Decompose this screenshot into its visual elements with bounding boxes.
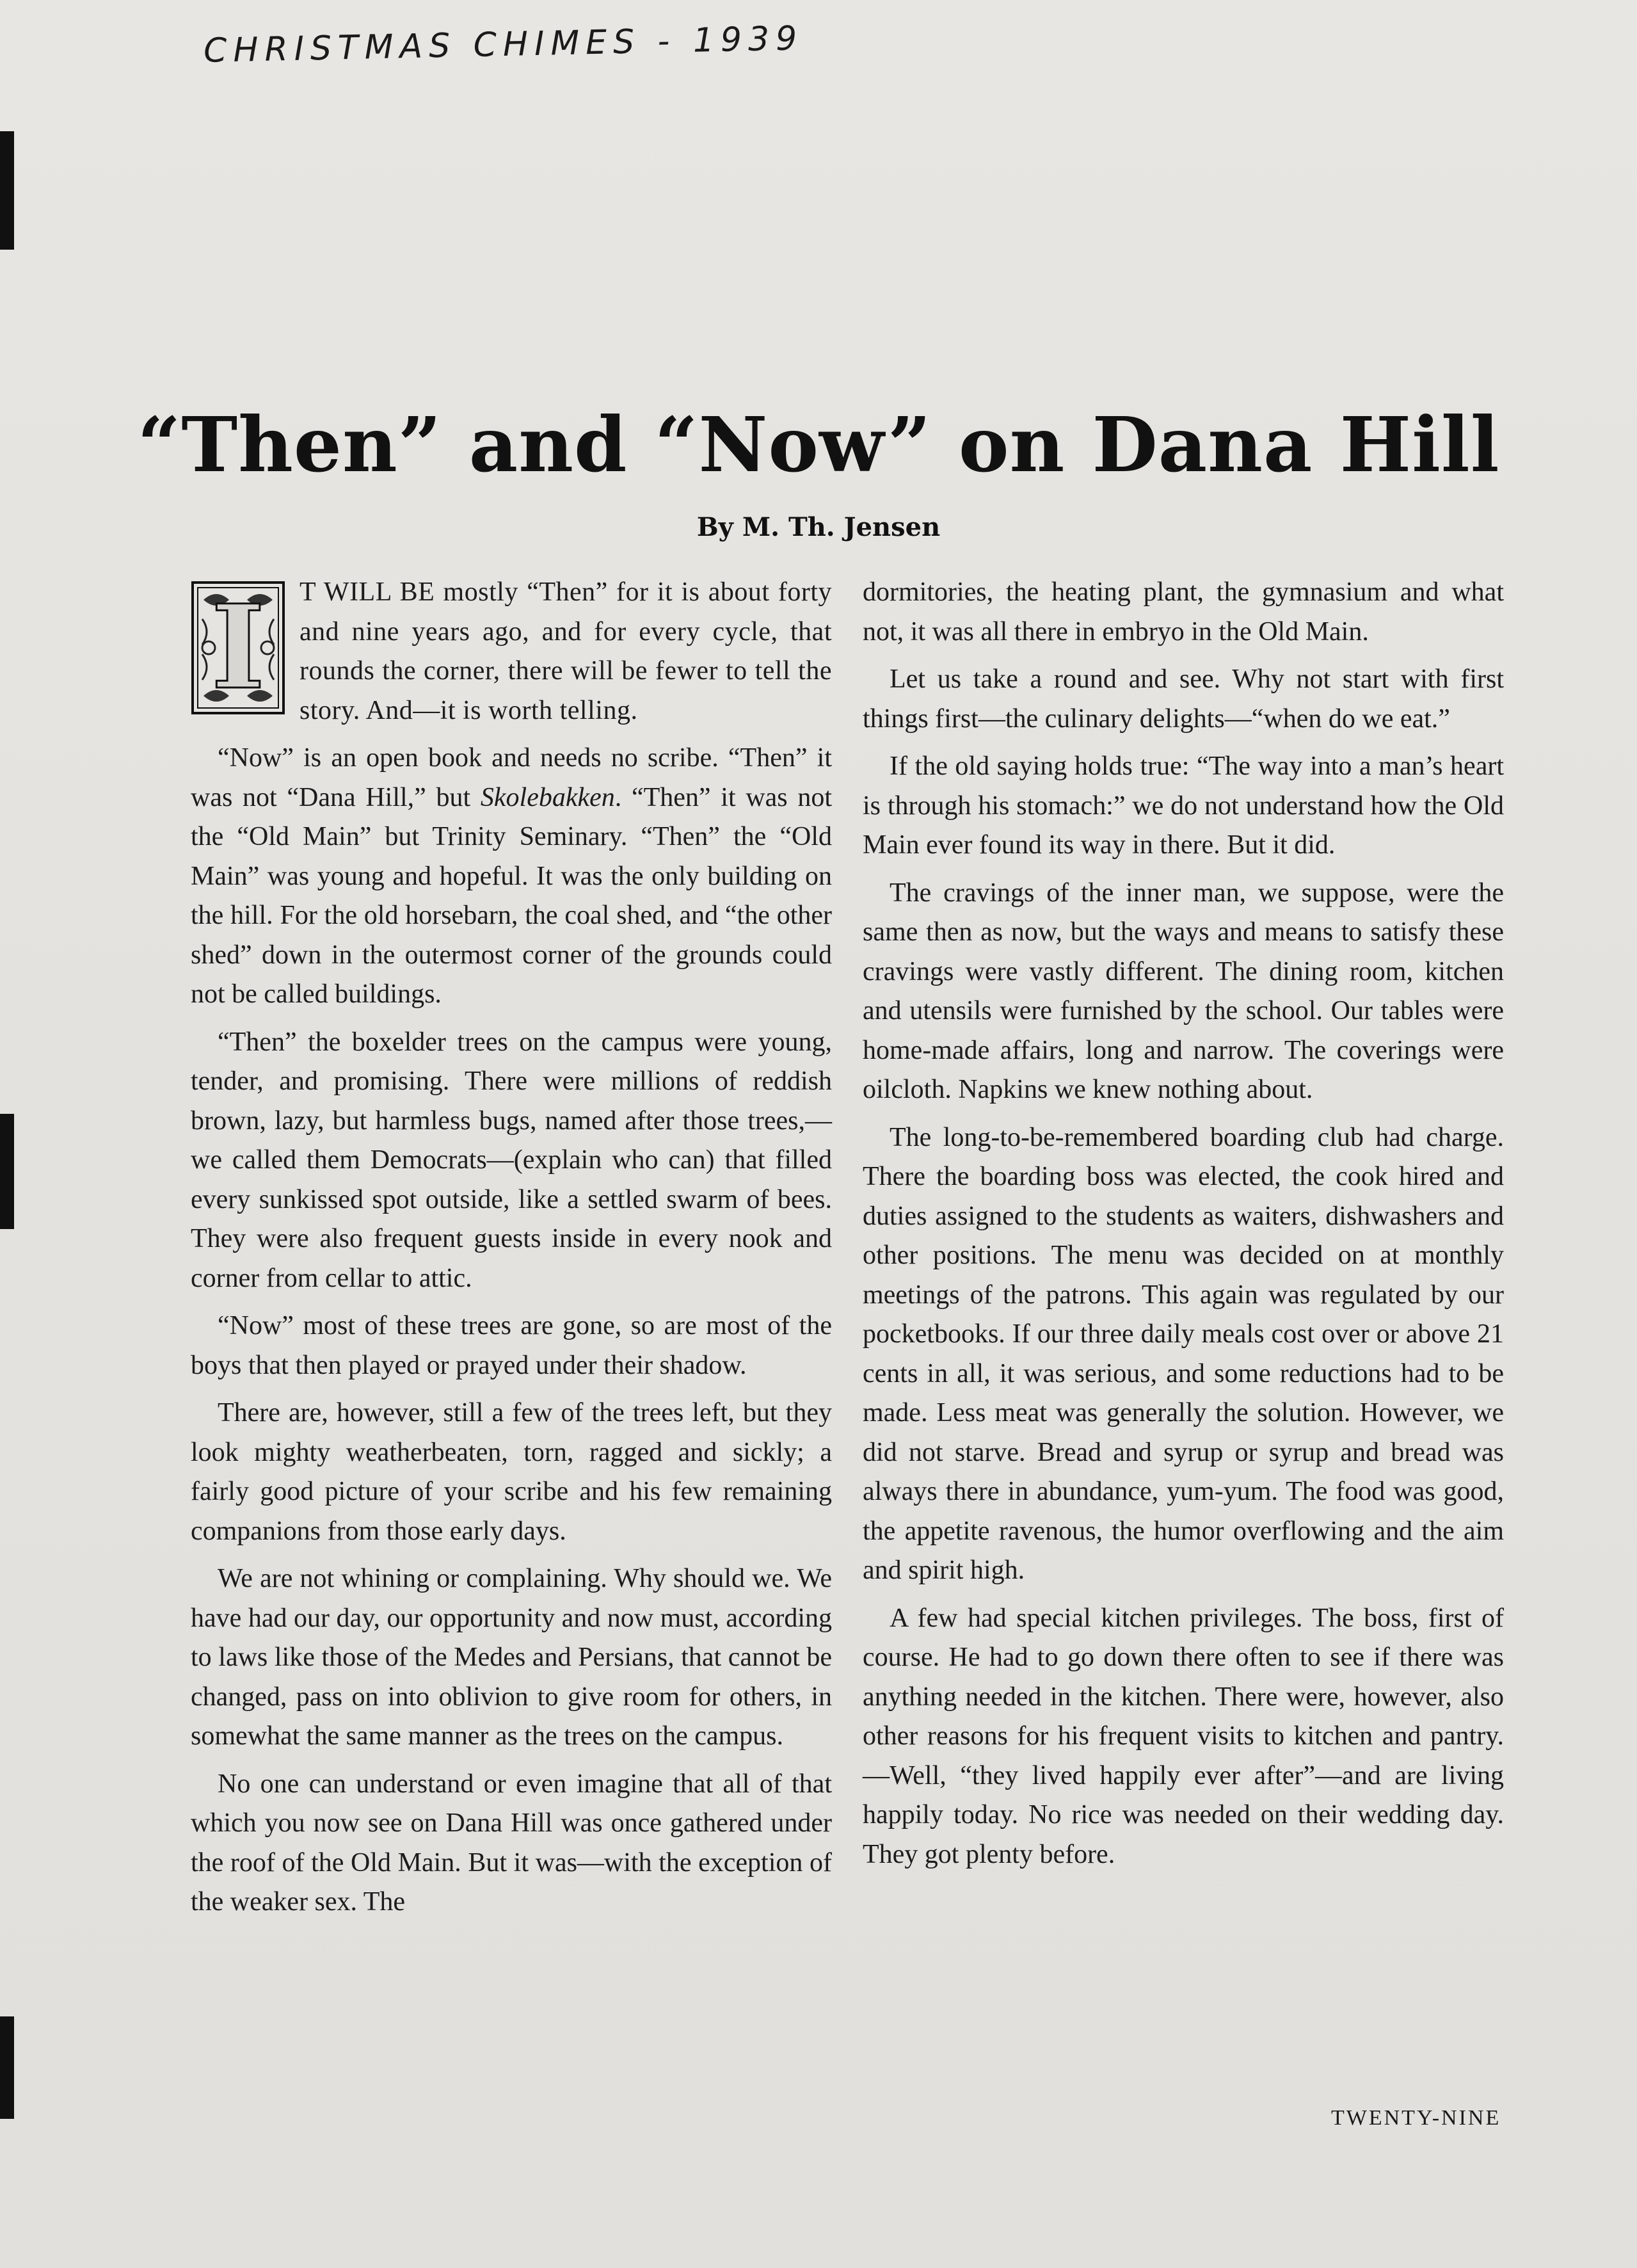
- binding-mark: [0, 2016, 14, 2119]
- paragraph: “Now” most of these trees are gone, so are most of the boys that then played or prayed under their shadow.: [191, 1311, 832, 1380]
- paragraph-text: “Now” is an open book and needs no scribe. “Then” it was not “Dana Hill,” but: [191, 743, 832, 812]
- paragraph: We are not whining or complaining. Why should we. We have had our day, our opportunity and now must, according to laws like those of the Medes and Persians, that cannot be changed, pass on into oblivion to give room for others, in somewhat the same manner as the trees on the campus.: [191, 1564, 832, 1751]
- handwritten-annotation: CHRISTMAS CHIMES - 1939: [203, 19, 804, 70]
- binding-mark: [0, 131, 14, 250]
- paragraph: If the old saying holds true: “The way into a man’s heart is through his stomach:” we do not understand how the Old Main ever found its way in there. But it did.: [863, 752, 1504, 860]
- left-column: [191, 573, 832, 1931]
- paragraph: Let us take a round and see. Why not start with first things first—the culinary delights—“when do we eat.”: [863, 664, 1504, 734]
- paragraph-text: . “Then” it was not the “Old Main” but Trinity Seminary. “Then” the “Old Main” was young and hopeful. It was the only building on the hill. For the old horsebarn, the coal shed, and “the other shed” down in the outermost corner of the grounds could not be called buildings.: [191, 782, 833, 1009]
- right-column: [863, 573, 1504, 1883]
- dropcap-letter: I: [211, 580, 266, 715]
- paragraph: The long-to-be-remembered boarding club had charge. There the boarding boss was elected, the cook hired and duties assigned to the students as waiters, dishwashers and other positions. The menu was decided on at monthly meetings of the patrons. This again was regulated by our pocketbooks. If our three daily meals cost over or above 21 cents in all, it was serious, and some reductions had to be made. Less meat was generally the solution. However, we did not starve. Bread and syrup or syrup and bread was always there in abundance, yum-yum. The food was good, the appetite ravenous, the humor overflowing and the aim and spirit high.: [863, 1122, 1504, 1585]
- paragraph: “Then” the boxelder trees on the campus were young, tender, and promising. There were millions of reddish brown, lazy, but harmless bugs, named after those trees,—we called them Democrats—(explain who can) that filled every sunkissed spot outside, like a settled swarm of bees. They were also frequent guests inside in every nook and corner from cellar to attic.: [191, 1027, 832, 1293]
- opening-text: T WILL BE mostly “Then” for it is about forty and nine years ago, and for every cycle, that rounds the corner, there will be fewer to tell the story. And—it is worth telling.: [299, 577, 832, 725]
- paragraph: dormitories, the heating plant, the gymnasium and what not, it was all there in embryo in the Old Main.: [863, 577, 1504, 647]
- binding-mark: [0, 1114, 14, 1229]
- paragraph: No one can understand or even imagine that all of that which you now see on Dana Hill was once gathered under the roof of the Old Main. But it was—with the exception of the weaker sex. The: [191, 1769, 832, 1917]
- paragraph: There are, however, still a few of the trees left, but they look mighty weatherbeaten, torn, ragged and sickly; a fairly good picture of your scribe and his few remaining companions from those early days.: [191, 1398, 832, 1546]
- article-byline: By M. Th. Jensen: [696, 512, 941, 542]
- paragraph: A few had special kitchen privileges. The boss, first of course. He had to go down there often to see if there was anything needed in the kitchen. There were, however, also other reasons for his frequent visits to kitchen and pantry.—Well, “they lived happily ever after”—and are living happily today. No rice was needed on their wedding day. They got plenty before.: [863, 1603, 1504, 1869]
- page-number: TWENTY-NINE: [1331, 2106, 1501, 2130]
- paragraph: The cravings of the inner man, we suppose, were the same then as now, but the ways and means to satisfy these cravings were vastly different. The dining room, kitchen and utensils were furnished by the school. Our tables were home-made affairs, long and narrow. The coverings were oilcloth. Napkins we knew nothing about.: [863, 878, 1504, 1104]
- ornamental-dropcap: [191, 581, 285, 715]
- paragraph: [191, 573, 832, 730]
- paragraph: [191, 739, 832, 1015]
- article-title: “Then” and “Now” on Dana Hill: [137, 400, 1500, 489]
- italic-word: Skolebakken: [480, 782, 615, 812]
